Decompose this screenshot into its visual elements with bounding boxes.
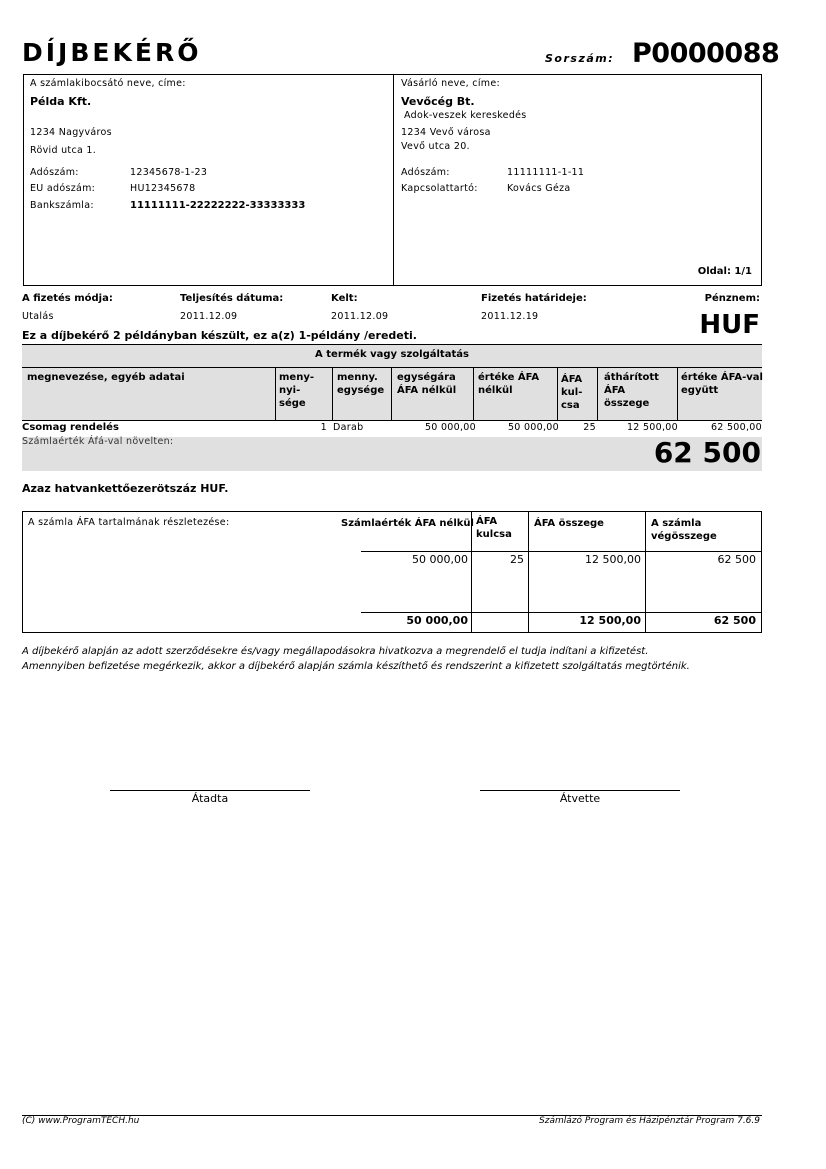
pay-mode: Utalás [22, 311, 54, 322]
seller-tax-label: Adószám: [30, 167, 79, 178]
perf-date-label: Teljesítés dátuma: [180, 293, 284, 304]
signature-line-left [110, 790, 310, 791]
table-row [22, 421, 762, 437]
vat-col-rate-header: ÁFA kulcsa [476, 516, 512, 540]
vat-sum-net: 50 000,00 [406, 614, 468, 627]
buyer-addr2: Vevő utca 20. [401, 141, 470, 152]
issued-label: Kelt: [331, 293, 358, 304]
copies-note: Ez a díjbekérő 2 példányban készült, ez a(z) 1-példány /eredeti. [22, 329, 417, 342]
item-net: 50 000,00 [507, 422, 559, 433]
due-label: Fizetés határideje: [481, 293, 587, 304]
serial-number: P0000088 [632, 38, 780, 69]
vat-col-net-header: Számlaérték ÁFA nélkül [341, 518, 474, 529]
item-unit: Darab [333, 422, 364, 433]
vat-row-total: 62 500 [717, 553, 756, 566]
seller-eu-label: EU adószám: [30, 183, 96, 194]
currency-label: Pénznem: [704, 293, 760, 304]
pay-mode-label: A fizetés módja: [22, 293, 113, 304]
col-unit-price-header: egységára ÁFA nélkül [397, 372, 457, 396]
col-divider [677, 367, 678, 420]
col-gross-header: értéke ÁFA-val együtt [681, 372, 763, 396]
buyer-tax-label: Adószám: [401, 167, 450, 178]
disclaimer-line-1: A díjbekérő alapján az adott szerződésekre és/vagy megállapodásokra hivatkozva a megrendelő el tudja indítani a kifizetést. [22, 646, 649, 657]
item-gross: 62 500,00 [710, 422, 762, 433]
buyer-sub: Adok-veszek kereskedés [404, 110, 527, 121]
items-section-title: A termék vagy szolgáltatás [315, 349, 469, 360]
col-divider [275, 367, 276, 420]
item-rate: 25 [583, 422, 596, 433]
buyer-tax: 11111111-1-11 [507, 167, 585, 178]
total-value: 62 500 [653, 436, 761, 469]
col-divider [391, 367, 392, 420]
due-date: 2011.12.19 [481, 311, 539, 322]
signature-label-left: Átadta [191, 792, 229, 805]
col-unit-header: menny. egysége [337, 372, 385, 396]
buyer-name: Vevőcég Bt. [401, 95, 475, 108]
seller-bank-label: Bankszámla: [30, 200, 94, 211]
buyer-contact-label: Kapcsolattartó: [401, 183, 478, 194]
col-qty-header: meny- nyi- sége [279, 372, 314, 409]
signature-line-right [480, 790, 680, 791]
vat-row-vat: 12 500,00 [585, 553, 641, 566]
vat-row-net: 50 000,00 [412, 553, 468, 566]
total-label: Számlaérték Áfá-val növelten: [22, 436, 174, 447]
col-net-header: értéke ÁFA nélkül [478, 372, 540, 396]
amount-in-words: Azaz hatvankettőezerötszáz HUF. [22, 482, 229, 495]
rule [361, 612, 762, 613]
signature-label-right: Átvette [559, 792, 601, 805]
col-rate-header: ÁFA kul- csa [561, 374, 583, 411]
document-title: DÍJBEKÉRŐ [22, 38, 202, 67]
vat-col-total-header: A számla végösszege [651, 518, 717, 542]
seller-bank: 11111111-22222222-33333333 [130, 200, 306, 211]
rule [22, 367, 762, 368]
footer-left: (C) www.ProgramTECH.hu [22, 1116, 140, 1126]
seller-label: A számlakibocsátó neve, címe: [30, 78, 186, 89]
col-divider [557, 367, 558, 420]
footer-right: Számlázó Program és Házipénztár Program 7.6.9 [539, 1116, 760, 1126]
page-info: Oldal: 1/1 [697, 266, 752, 277]
rule [361, 551, 762, 552]
party-divider [393, 74, 394, 286]
seller-eu: HU12345678 [130, 183, 196, 194]
col-divider [473, 367, 474, 420]
buyer-contact: Kovács Géza [507, 183, 571, 194]
seller-name: Példa Kft. [30, 95, 92, 108]
item-vat: 12 500,00 [626, 422, 678, 433]
vat-breakdown-label: A számla ÁFA tartalmának részletezése: [28, 517, 230, 528]
issued-date: 2011.12.09 [331, 311, 389, 322]
perf-date: 2011.12.09 [180, 311, 238, 322]
buyer-label: Vásárló neve, címe: [401, 78, 500, 89]
seller-addr1: 1234 Nagyváros [30, 127, 112, 138]
item-qty: 1 [320, 422, 327, 433]
seller-addr2: Rövid utca 1. [30, 145, 97, 156]
col-divider [597, 367, 598, 420]
serial-label: Sorszám: [545, 52, 615, 65]
seller-tax: 12345678-1-23 [130, 167, 208, 178]
vat-row-rate: 25 [510, 553, 524, 566]
buyer-addr1: 1234 Vevő városa [401, 127, 491, 138]
item-name: Csomag rendelés [22, 422, 119, 433]
currency: HUF [699, 310, 760, 340]
vat-sum-vat: 12 500,00 [579, 614, 641, 627]
col-name-header: megnevezése, egyéb adatai [27, 372, 185, 383]
col-divider [332, 367, 333, 420]
col-vat-header: áthárított ÁFA összege [604, 372, 659, 409]
item-unit-price: 50 000,00 [424, 422, 476, 433]
disclaimer-line-2: Amennyiben befizetése megérkezik, akkor a díjbekérő alapján számla készíthető és rendszerint a kifizetett szolgáltatás megtörténik. [22, 661, 690, 672]
vat-col-vat-header: ÁFA összege [534, 518, 604, 529]
vat-sum-total: 62 500 [713, 614, 756, 627]
